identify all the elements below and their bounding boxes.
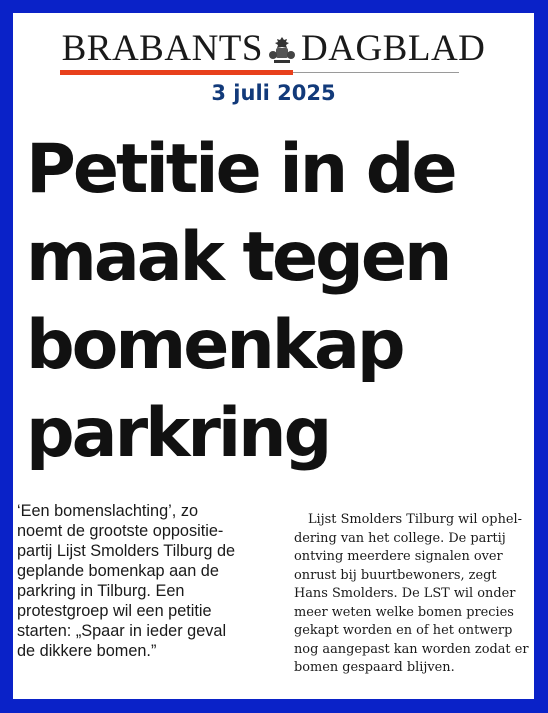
masthead-right: DAGBLAD — [301, 28, 486, 69]
headline-line: parkring — [26, 394, 330, 473]
headline-line: bomenkap — [26, 306, 403, 385]
lead-line: de dikkere bomen.” — [17, 642, 157, 660]
body-line: Lijst Smolders Tilburg wil ophel- — [308, 512, 522, 527]
body-line: meer weten welke bomen precies — [294, 604, 514, 620]
masthead-left: BRABANTS — [61, 28, 263, 69]
headline-line: Petitie in de — [26, 130, 455, 209]
publication-date: 3 juli 2025 — [211, 81, 336, 105]
lead-line: geplande bomenkap aan de — [17, 562, 219, 580]
masthead — [13, 29, 534, 69]
body-line: bomen gespaard blijven. — [294, 660, 455, 675]
body-line: onrust bij buurtbewoners, zegt — [294, 567, 497, 583]
masthead-thin-rule — [293, 72, 459, 73]
lead-line: protestgroep wil een petitie — [17, 602, 212, 620]
body-line: nog aangepast kan worden zodat er — [294, 641, 529, 657]
headline-line: maak tegen — [26, 218, 450, 297]
body-line: ontving meerdere signalen over — [294, 549, 503, 564]
lead-line: starten: „Spaar in ieder geval — [17, 622, 227, 640]
lead-line: noemt de grootste oppositie- — [17, 522, 224, 540]
lead-line: partij Lijst Smolders Tilburg de — [17, 542, 236, 560]
body-line: Hans Smolders. De LST wil onder — [294, 586, 516, 601]
body-line: gekapt worden en of het ontwerp — [294, 623, 513, 638]
body-paragraph — [294, 511, 534, 678]
body-line: dering van het college. De partij — [294, 530, 506, 546]
newspaper-clipping — [13, 13, 534, 699]
lead-line: ‘Een bomenslachting’, zo — [17, 502, 199, 520]
lead-line: parkring in Tilburg. Een — [17, 582, 185, 600]
lead-paragraph — [17, 501, 283, 661]
masthead-accent-rule — [60, 70, 293, 75]
headline — [26, 126, 531, 478]
coat-of-arms-icon — [267, 34, 297, 64]
